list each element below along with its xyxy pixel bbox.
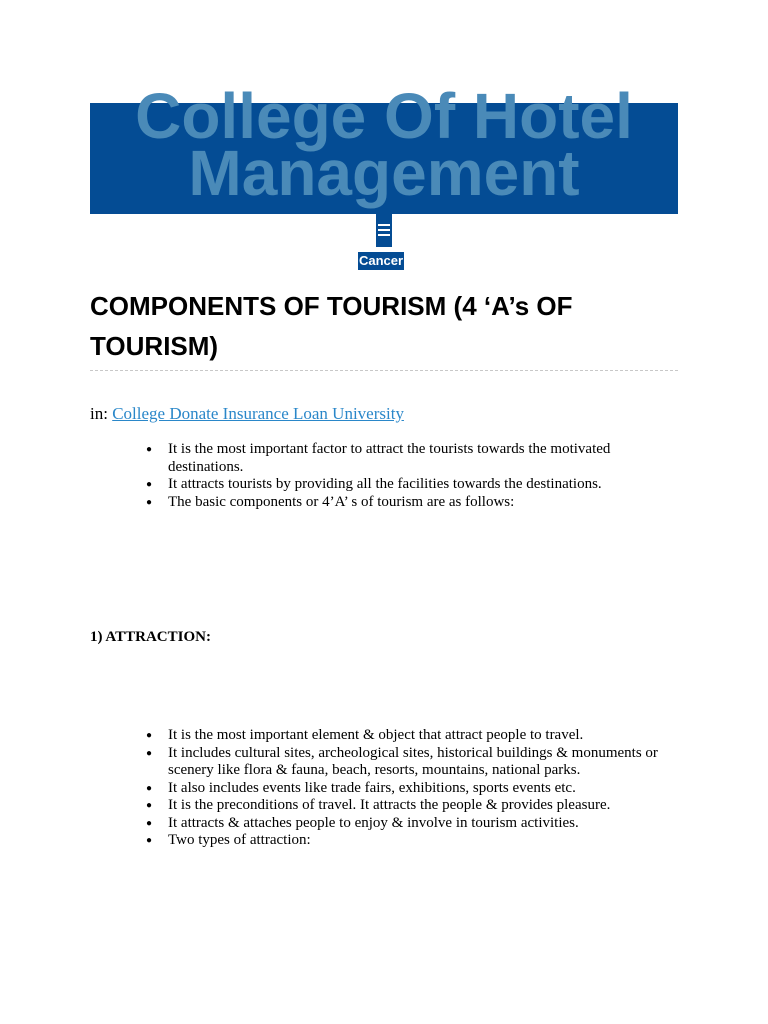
menu-button[interactable] (376, 214, 392, 247)
site-title[interactable] (90, 80, 678, 209)
site-title-line-1: College Of Hotel (135, 80, 633, 152)
section-heading-attraction: 1) ATTRACTION: (90, 629, 211, 645)
category-prefix: in: (90, 404, 108, 423)
list-item: ● It attracts & attaches people to enjoy & involve in tourism activities. (146, 815, 676, 833)
category-tag[interactable]: Cancer (359, 253, 404, 268)
list-item: ● It is the preconditions of travel. It attracts the people & provides pleasure. (146, 797, 676, 815)
list-item: ● It includes cultural sites, archeological sites, historical buildings & monuments or scenery like flora & fauna, beach, resorts, mountains, national parks. (146, 745, 676, 780)
site-title-line-2: Management (188, 137, 580, 209)
list-item: ● It is the most important factor to attract the tourists towards the motivated destinations. (146, 441, 686, 476)
article-title: COMPONENTS OF TOURISM (4 ‘A’s OF TOURISM) (90, 291, 573, 361)
list-item: ● The basic components or 4’A’ s of tourism are as follows: (146, 494, 686, 512)
category-link[interactable]: College Donate Insurance Loan University (112, 404, 404, 423)
list-item: ● It is the most important element & object that attract people to travel. (146, 727, 676, 745)
list-item: ● It also includes events like trade fairs, exhibitions, sports events etc. (146, 780, 676, 798)
article-category-line (90, 402, 404, 426)
title-divider (90, 370, 678, 371)
intro-bullet-list (146, 441, 686, 511)
list-item: ● It attracts tourists by providing all the facilities towards the destinations. (146, 476, 686, 494)
attraction-bullet-list (146, 727, 676, 850)
list-item: ● Two types of attraction: (146, 832, 676, 850)
